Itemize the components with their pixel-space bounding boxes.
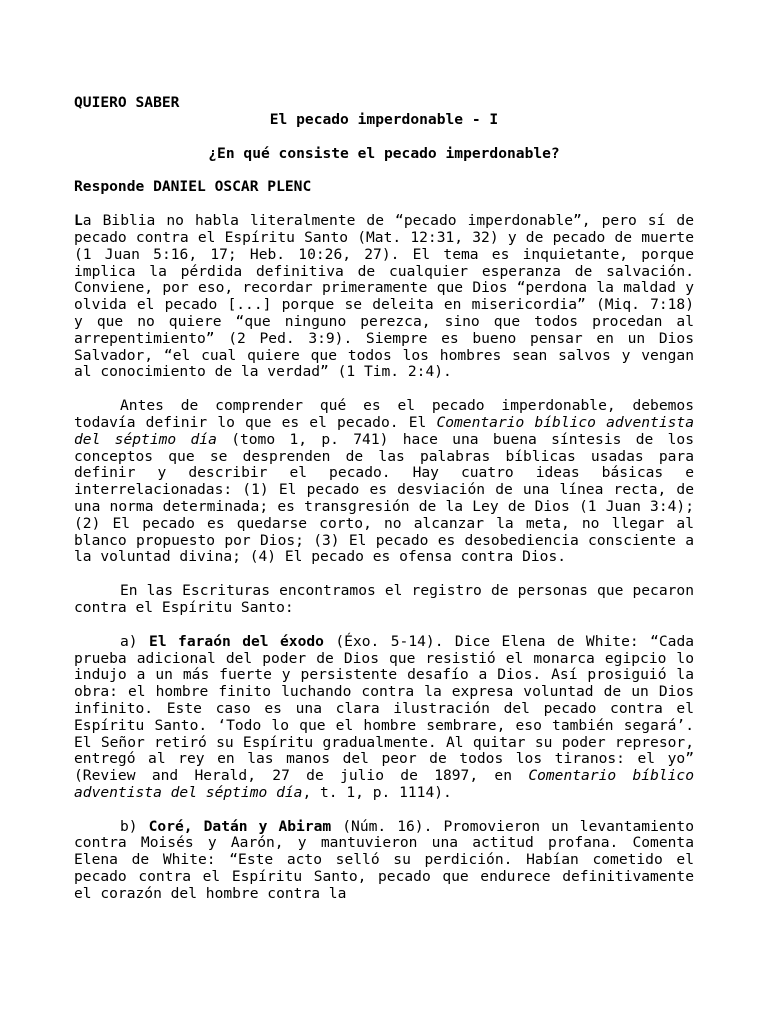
paragraph-scriptures: En las Escrituras encontramos el registro de personas que pecaron contra el Espíritu Santo: <box>74 582 694 616</box>
book-title: Comentario bíblico adventista del séptimo día <box>74 413 694 448</box>
item-b-heading: Coré, Datán y Abiram <box>148 817 332 835</box>
item-a-text-a: (Éxo. 5-14). Dice Elena de White: “Cada prueba adicional del poder de Dios que resistió el monarca egipcio lo indujo a un más fuerte y persistente desafío a Dios. Así prosiguió la obra: el hombre finito luchando contra la expresa voluntad de un Dios infinito. Este caso es una clara ilustración del pecado contra el Espíritu Santo. ‘Todo lo que el hombre sembrare, eso también segará’. El Señor retiró su Espíritu gradualmente. Al quitar su poder represor, entregó al rey en las manos del peor de todos los tiranos: el yo” (Review and Herald, 27 de julio de 1897, en <box>74 632 695 785</box>
section-label: QUIERO SABER <box>74 94 180 111</box>
author-line: Responde DANIEL OSCAR PLENC <box>74 178 312 196</box>
paragraph-item-a <box>74 634 694 802</box>
drop-letter: L <box>74 212 83 230</box>
paragraph-definition <box>74 398 694 566</box>
paragraph-definition-text-b: (tomo 1, p. 741) hace una buena síntesis de los conceptos que se desprenden de las palabras bíblicas usadas para definir y describir el pecado. Hay cuatro ideas básicas e interrelacionadas: (1) El pecado es desviación de una línea recta, de una norma determinada; es transgresión de la Ley de Dios (1 Juan 3:4); (2) El pecado es quedarse corto, no alcanzar la meta, no llegar al blanco propuesto por Dios; (3) El pecado es desobediencia consciente a la voluntad divina; (4) El pecado es ofensa contra Dios. <box>74 430 694 566</box>
item-a-book-title: Comentario bíblico adventista del séptimo día <box>74 767 695 801</box>
paragraph-intro-text: a Biblia no habla literalmente de “pecado imperdonable”, pero sí de pecado contra el Espíritu Santo (Mat. 12:31, 32) y de pecado de muerte (1 Juan 5:16, 17; Heb. 10:26, 27). El tema es inquietante, porque implica la pérdida definitiva de cualquier esperanza de salvación. Conviene, por eso, recordar primeramente que Dios “perdona la maldad y olvida el pecado [...] porque se deleita en misericordia” (Miq. 7:18) y que no quiere “que ninguno perezca, sino que todos procedan al arrepentimiento” (2 Ped. 3:9). Siempre es bueno pensar en un Dios Salvador, “el cual quiere que todos los hombres sean salvos y vengan al conocimiento de la verdad” (1 Tim. 2:4). <box>74 212 694 381</box>
paragraph-item-b <box>74 819 694 903</box>
document-title: El pecado imperdonable - I <box>269 110 499 128</box>
paragraph-definition-text-a: Antes de comprender qué es el pecado imperdonable, debemos todavía definir lo que es el pecado. El <box>74 397 694 431</box>
question-heading: ¿En qué consiste el pecado imperdonable? <box>208 144 560 162</box>
item-a-marker: a) <box>120 632 150 650</box>
paragraph-intro <box>74 213 694 381</box>
item-a-text-b: , t. 1, p. 1114). <box>302 783 452 801</box>
item-b-text: (Núm. 16). Promovieron un levantamiento contra Moisés y Aarón, y mantuvieron una actitud profana. Comenta Elena de White: “Este acto selló su perdición. Habían cometido el pecado contra el Espíritu Santo, pecado que endurece definitivamente el corazón del hombre contra la <box>74 817 694 902</box>
item-a-heading: El faraón del éxodo <box>149 632 324 650</box>
item-b-marker: b) <box>120 817 149 835</box>
